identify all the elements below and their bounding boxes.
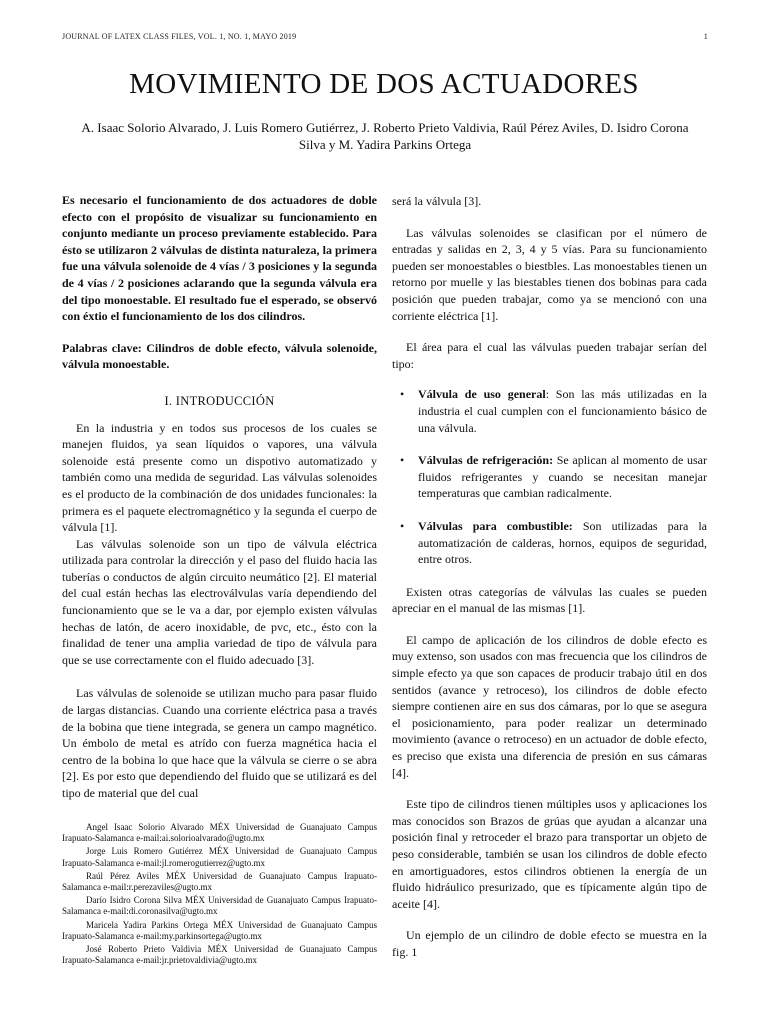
list-item — [392, 386, 707, 436]
list-item-text: : Son las más utilizadas en la industria el cual cumplen con el funcionamiento básico de una válvula. — [418, 387, 708, 435]
footnote: Maricela Yadira Parkins Ortega MÉX Universidad de Guanajuato Campus Irapuato-Salamanca e-mail:my.parkinsortega@ugto.mx — [62, 919, 377, 941]
list-item — [392, 518, 707, 568]
body-paragraph-usos: Este tipo de cilindros tienen múltiples usos y aplicaciones los mas conocidos son Brazos de grúas que ayudan a alcanzar una posición final y retroceder el brazo para transportar un objeto de peso considerable, también se usan los cilindros de doble efecto en amortiguadores, estos cilindros obtienen la energía de un fluido hidráulico presurizado, que es típicamente algún tipo de aceite [4]. — [392, 797, 707, 911]
footnote: Angel Isaac Solorio Alvarado MÉX Universidad de Guanajuato Campus Irapuato-Salamanca e-mail:ai.solorioalvarado@ugto.mx — [62, 822, 377, 844]
body-paragraph-campo-aplicacion: El campo de aplicación de los cilindros de doble efecto es muy extenso, son usados con mas frecuencia que los cilindros de simple efecto ya que son capaces de producir trabajo útil en dos sentidos (avance y retroceso), los cilindros de doble efecto siempre contienen aire en sus dos cámaras, por lo que se asegura el posicionamiento, para poder realizar un determinado movimiento (avance o retroceso) en un actuador de doble efecto, es preciso que exista una diferencia de presión en sus cámaras [4]. — [392, 632, 707, 780]
body-paragraph-clasificacion: Las válvulas solenoides se clasifican por el número de entradas y salidas en 2, 3, 4 y 5 vías. Para su funcionamiento pueden ser monoestables o biestbles. Las monoestables tienen un retorno por muelle y las biestables tienen dos bobinas para cada posición que pueden trabajar, como ya se mencionó con una corriente eléctrica [1]. — [392, 225, 707, 323]
list-item-term: Válvulas de refrigeración: — [418, 453, 554, 468]
footnote: Jorge Luis Romero Gutiérrez MÉX Universidad de Guanajuato Campus Irapuato-Salamanca e-mail:jl.romerogutierrez@ugto.mx — [62, 846, 377, 868]
intro-paragraph-2: Las válvulas solenoide son un tipo de válvula eléctrica utilizada para controlar la dirección y el paso del fluido hacia las tuberías o conductos de algún circuito neumático [2]. El material del cual están hechas las electroválvulas varía dependiendo del funcionamiento que se le va a dar, por ejemplo existen válvulas hechas de latón, de acero inoxidable, de pvc, etc., ésto con la finalidad de tener una amplia variedad de tipo de válvula para que se use correctamente con el fluido adecuado [3]. — [62, 536, 377, 667]
footnote: Raúl Pérez Aviles MÉX Universidad de Guanajuato Campus Irapuato-Salamanca e-mail:r.perezaviles@ugto.mx — [62, 870, 377, 893]
bullet-icon: • — [400, 518, 405, 533]
right-column — [392, 193, 707, 961]
bullet-icon: • — [400, 387, 405, 402]
valve-type-list — [392, 386, 707, 567]
list-item-term: Válvula de uso general — [418, 387, 546, 402]
keywords: Palabras clave: Cilindros de doble efecto, válvula solenoide, válvula monoestable. — [62, 340, 377, 372]
list-item — [392, 452, 707, 502]
journal-running-title: JOURNAL OF LATEX CLASS FILES, VOL. 1, NO. 1, MAYO 2019 — [62, 32, 297, 41]
list-item-text: Se aplican al momento de usar fluidos refrigerantes y cuando se necesitan manejar temperaturas que cambian radicalmente. — [418, 453, 707, 501]
list-item-term: Válvulas para combustible: — [418, 518, 573, 533]
bullet-icon: • — [400, 453, 405, 468]
footnote: Darío Isidro Corona Silva MÉX Universidad de Guanajuato Campus Irapuato-Salamanca e-mail:di.coronasilva@ugto.mx — [62, 895, 377, 917]
paper-title: MOVIMIENTO DE DOS ACTUADORES — [129, 68, 639, 100]
body-paragraph-categorias: Existen otras categorías de válvulas las cuales se pueden apreciar en el manual de las mismas [1]. — [392, 584, 707, 616]
intro-paragraph-1: En la industria y en todos sus procesos de los cuales se manejen fluidos, ya sean líquidos o vapores, una válvula solenoide está presente como un dispotivo automatizado y también como una medida de seguridad. Las válvulas solenoides es el producto de la combinación de dos unidades funcionales: la primera es el paquete electromagnético y la segunda el cuerpo de válvula [1]. — [62, 420, 377, 535]
author-list: A. Isaac Solorio Alvarado, J. Luis Romero Gutiérrez, J. Roberto Prieto Valdivia, Raúl Pérez Aviles, D. Isidro Corona Silva y M. Yadira Parkins Ortega — [81, 120, 689, 152]
body-paragraph-area: El área para el cual las válvulas pueden trabajar serían del tipo: — [392, 340, 707, 371]
left-column — [62, 192, 377, 802]
section-heading-introduccion: I. INTRODUCCIÓN — [164, 393, 275, 408]
continued-paragraph: será la válvula [3]. — [392, 194, 482, 208]
abstract: Es necesario el funcionamiento de dos actuadores de doble efecto con el propósito de visualizar su funcionamiento en conjunto mediante un proceso previamente establecido. Para ésto se utilizaron 2 válvulas de distinta naturaleza, la primera fue una válvula solenoide de 4 vías / 3 posiciones y la segunda de 4 vías / 2 posiciones aclarando que la segunda válvula era del tipo monoestable. El resultado fue el esperado, se observó con éxtio el funcionamiento de los dos cilindros. — [62, 193, 377, 324]
page-number: 1 — [703, 32, 708, 41]
author-footnotes — [62, 822, 377, 968]
body-paragraph-ejemplo: Un ejemplo de un cilindro de doble efecto se muestra en la fig. 1 — [392, 928, 707, 959]
running-header — [62, 32, 708, 46]
list-item-text: Son utilizadas para la automatización de calderas, hornos, equipos de seguridad, entre otros. — [418, 518, 707, 567]
intro-paragraph-3: Las válvulas de solenoide se utilizan mucho para pasar fluido de largas distancias. Cuando una corriente eléctrica pasa a través de la bobina que tiene integrada, se genera un campo magnético. Un émbolo de metal es atrído con fuerza magnética hacia el centro de la bobina lo que hace que la válvula se cierre o se abra [2]. Es por esto que dependiendo del fluido que se utilizará es del tipo de material que del cual — [62, 686, 377, 800]
footnote: José Roberto Prieto Valdivia MÉX Universidad de Guanajuato Campus Irapuato-Salamanca e-mail:jr.prietovaldivia@ugto.mx — [62, 944, 377, 966]
